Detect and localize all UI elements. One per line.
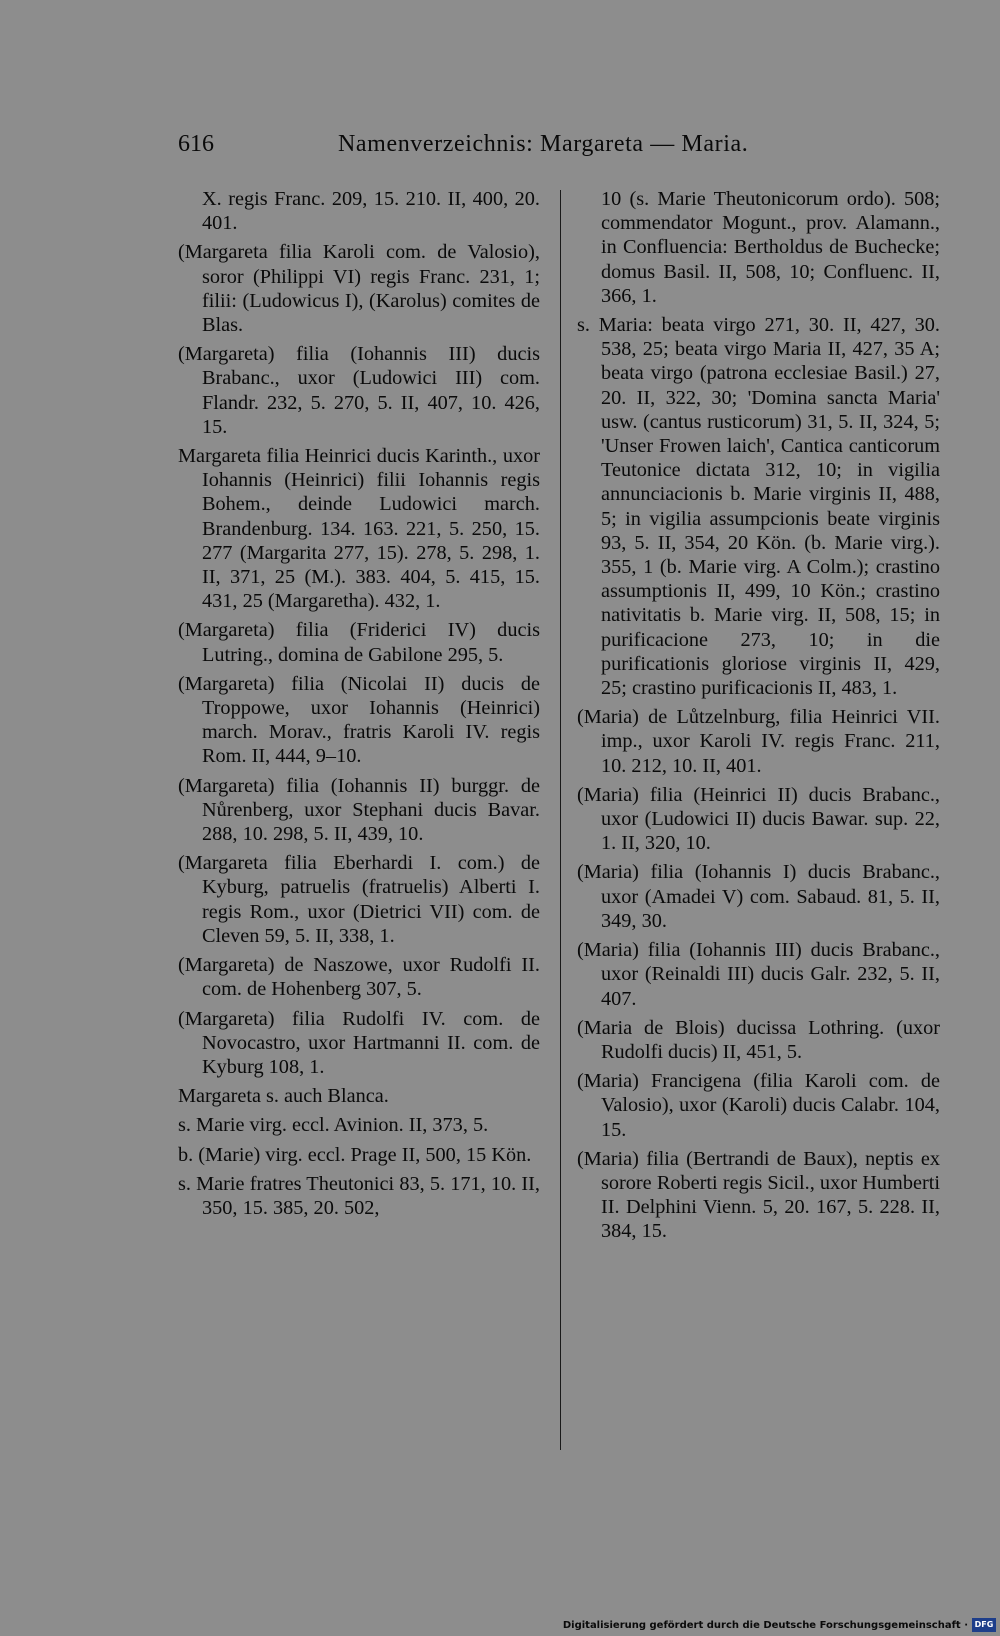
page-number: 616	[178, 131, 214, 157]
right-column	[577, 187, 940, 1249]
index-entry: s. Marie fratres Theutonici 83, 5. 171, 10. II, 350, 15. 385, 20. 502,	[178, 1172, 540, 1219]
index-entry: (Margareta) filia (Iohannis III) ducis Brabanc., uxor (Ludowici III) com. Flandr. 232, 5. 270, 5. II, 407, 10. 426, 15.	[178, 343, 540, 438]
index-entry: (Maria) filia (Heinrici II) ducis Brabanc., uxor (Ludowici II) ducis Bawar. sup. 22, 1. II, 320, 10.	[577, 783, 940, 855]
index-entry: (Margareta) filia (Iohannis II) burggr. de Nůrenberg, uxor Stephani ducis Bavar. 288, 10. 298, 5. II, 439, 10.	[178, 774, 540, 846]
index-entry: 10 (s. Marie Theutonicorum ordo). 508; commendator Mogunt., prov. Alamann., in Confluencia: Bertholdus de Buchecke; domus Basil. II, 508, 10; Confluenc. II, 366, 1.	[601, 188, 940, 307]
index-entry: s. Marie virg. eccl. Avinion. II, 373, 5.	[178, 1114, 489, 1137]
index-entry: s. Maria: beata virgo 271, 30. II, 427, 30. 538, 25; beata virgo Maria II, 427, 35 A; beata virgo (patrona ecclesiae Basil.) 27, 20. II, 322, 30; 'Domina sancta Maria' usw. (cantus rusticorum) 31, 5. II, 324, 5; 'Unser Frowen laich', Cantica canticorum Teutonice dictata 312, 10; in vigilia annunciacionis b. Marie virginis II, 488, 5; in vigilia assumpcionis beate virginis 93, 5. II, 354, 20 Kön. (b. Marie virg.). 355, 1 (b. Marie virg. A Colm.); crastino assumptionis II, 499, 10 Kön.; crastino nativitatis b. Marie virg. II, 508, 15; in purificacione 273, 10; in die purificationis gloriose virginis II, 429, 25; crastino purificacionis II, 483, 1.	[577, 314, 940, 700]
index-entry: (Margareta) de Naszowe, uxor Rudolfi II. com. de Hohenberg 307, 5.	[178, 954, 540, 1001]
index-entry: (Maria) filia (Bertrandi de Baux), neptis ex sorore Roberti regis Sicil., uxor Humberti II. Delphini Vienn. 5, 20. 167, 5. 228. II, 384, 15.	[577, 1147, 940, 1243]
index-entry: (Maria) filia (Iohannis III) ducis Brabanc., uxor (Reinaldi III) ducis Galr. 232, 5. II, 407.	[577, 939, 940, 1010]
left-column	[178, 187, 540, 1225]
dfg-logo-icon: DFG	[972, 1618, 996, 1632]
index-entry: (Margareta) filia (Friderici IV) ducis Lutring., domina de Gabilone 295, 5.	[178, 619, 540, 666]
index-entry: Margareta filia Heinrici ducis Karinth., uxor Iohannis (Heinrici) filii Iohannis regis Bohem., deinde Ludowici march. Brandenburg. 134. 163. 221, 5. 250, 15. 277 (Margarita 277, 15). 278, 5. 298, 1. II, 371, 25 (M.). 383. 404, 5. 415, 15. 431, 25 (Margaretha). 432, 1.	[178, 445, 540, 613]
index-entry: X. regis Franc. 209, 15. 210. II, 400, 20. 401.	[202, 188, 540, 235]
column-divider	[560, 190, 561, 1450]
index-entry: (Margareta filia Karoli com. de Valosio), soror (Philippi VI) regis Franc. 231, 1; filii: (Ludowicus I), (Karolus) comites de Blas.	[178, 241, 540, 337]
funding-credit: Digitalisierung gefördert durch die Deutsche Forschungsgemeinschaft ·	[562, 1619, 968, 1631]
index-entry: (Margareta) filia Rudolfi IV. com. de Novocastro, uxor Hartmanni II. com. de Kyburg 108, 1.	[178, 1007, 540, 1078]
index-entry: (Margareta) filia (Nicolai II) ducis de Troppowe, uxor Iohannis (Heinrici) march. Morav., fratris Karoli IV. regis Rom. II, 444, 9–10.	[178, 672, 540, 768]
index-entry: (Maria) Francigena (filia Karoli com. de Valosio), uxor (Karoli) ducis Calabr. 104, 15.	[577, 1070, 940, 1141]
index-entry: (Maria) de Lůtzelnburg, filia Heinrici VII. imp., uxor Karoli IV. regis Franc. 211, 10. 212, 10. II, 401.	[577, 706, 940, 777]
index-entry: Margareta s. auch Blanca.	[178, 1085, 389, 1108]
index-entry: b. (Marie) virg. eccl. Prage II, 500, 15 Kön.	[178, 1143, 532, 1166]
page-title: Namenverzeichnis: Margareta — Maria.	[338, 131, 749, 157]
index-entry: (Maria) filia (Iohannis I) ducis Brabanc., uxor (Amadei V) com. Sabaud. 81, 5. II, 349, 30.	[577, 861, 940, 932]
index-entry: (Maria de Blois) ducissa Lothring. (uxor Rudolfi ducis) II, 451, 5.	[577, 1016, 940, 1063]
footer	[563, 1618, 996, 1632]
index-entry: (Margareta filia Eberhardi I. com.) de Kyburg, patruelis (fratruelis) Alberti I. regis Rom., uxor (Dietrici VII) com. de Cleven 59, 5. II, 338, 1.	[178, 852, 540, 947]
